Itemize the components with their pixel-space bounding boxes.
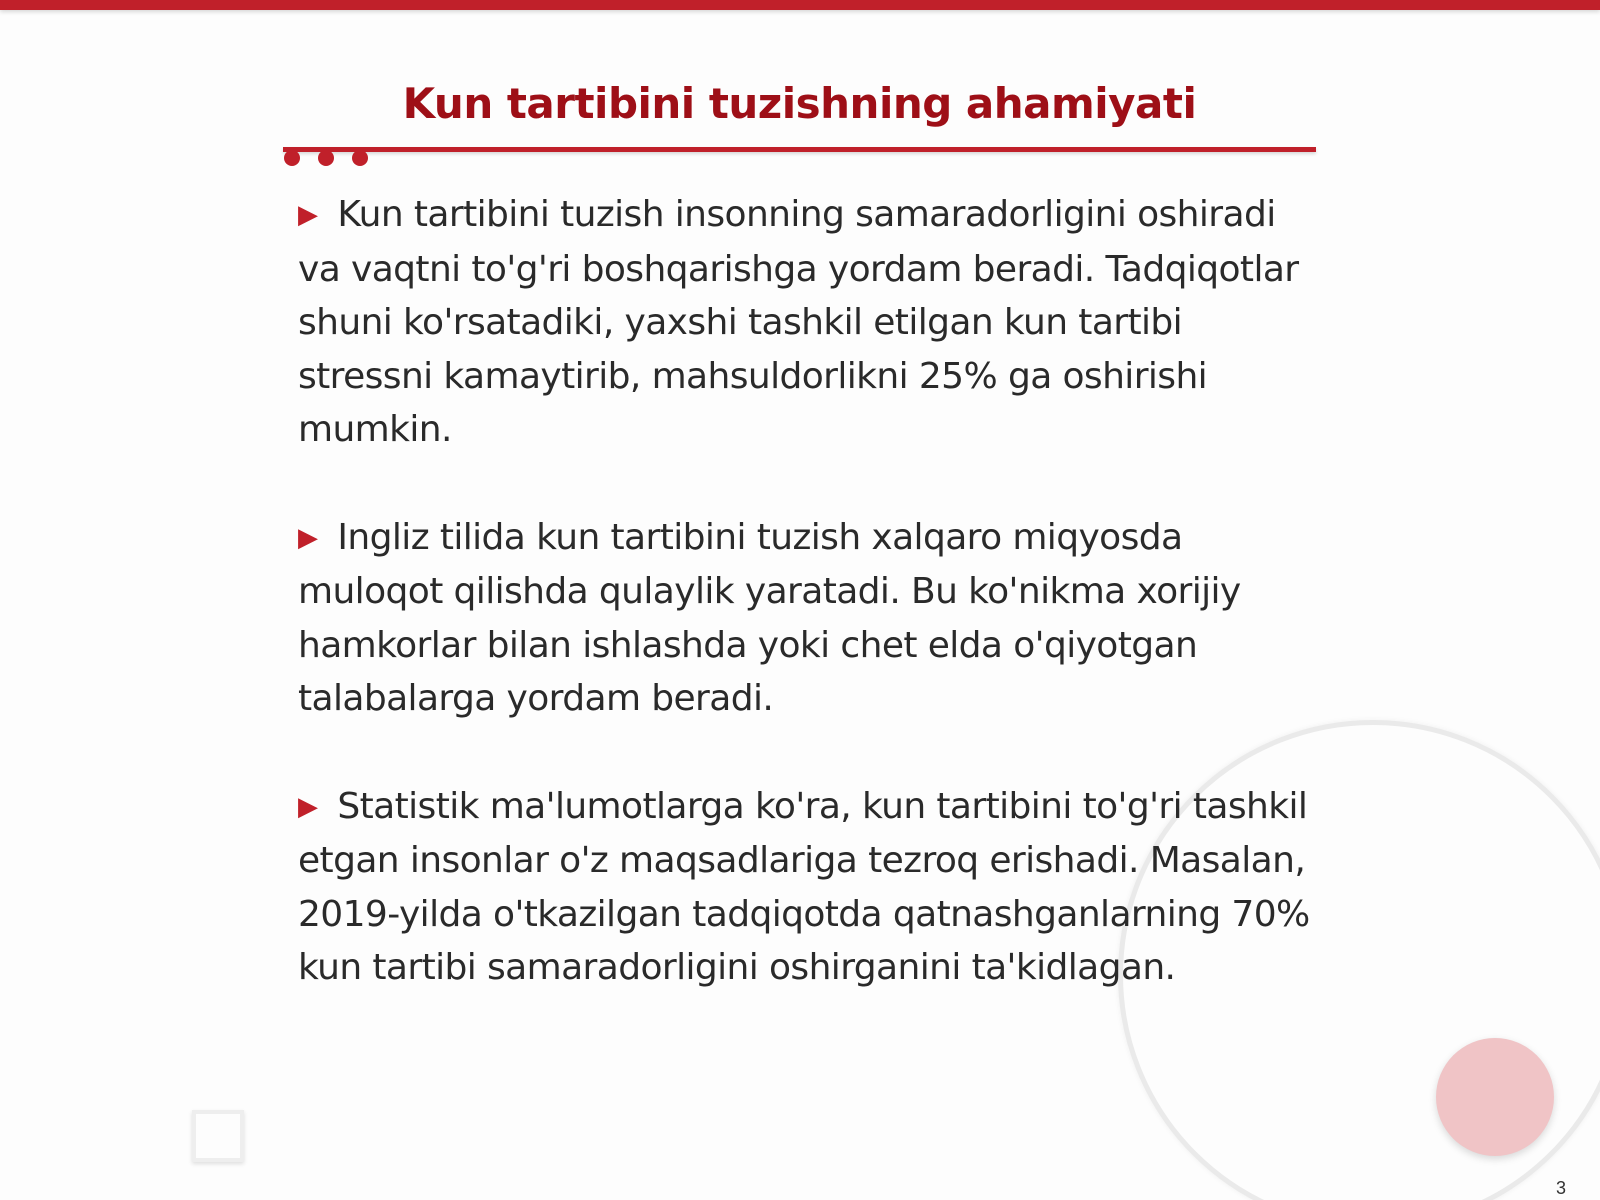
bullet-item [298,780,1323,995]
page-number: 3 [1556,1178,1567,1198]
triangle-right-icon: ▶ [298,522,318,553]
bullet-text: Ingliz tilida kun tartibini tuzish xalqaro miqyosda muloqot qilishda qulaylik yaratadi. Bu ko'nikma xorijiy hamkorlar bilan ishlashda yoki chet elda o'qiyotgan talabalarga yordam beradi. [298,516,1241,719]
top-accent-bar [0,0,1600,10]
underline-dot-3 [352,150,368,166]
slide-title: Kun tartibini tuzishning ahamiyati [402,79,1197,128]
triangle-right-icon: ▶ [298,200,318,230]
decorative-pink-circle [1436,1038,1554,1156]
bullet-text: Kun tartibini tuzish insonning samaradorligini oshiradi va vaqtni to'g'ri boshqarishga yordam beradi. Tadqiqotlar shuni ko'rsatadiki, yaxshi tashkil etilgan kun tartibi stressni kamaytirib, mahsuldorlikni 25% ga oshirishi mumkin. [298,194,1299,450]
triangle-right-icon: ▶ [298,791,318,822]
bullet-text: Statistik ma'lumotlarga ko'ra, kun tartibini to'g'ri tashkil etgan insonlar o'z maqsadlariga tezroq erishadi. Masalan, 2019-yilda o'tkazilgan tadqiqotda qatnashganlarning 70% kun tartibi samaradorligini oshirganini ta'kidlagan. [298,785,1310,988]
title-underline [283,147,1316,152]
underline-dot-1 [284,150,300,166]
bullet-list [298,188,1323,1049]
bullet-item [298,188,1323,457]
bullet-item [298,511,1323,726]
decorative-square [192,1110,244,1162]
underline-dot-2 [318,150,334,166]
